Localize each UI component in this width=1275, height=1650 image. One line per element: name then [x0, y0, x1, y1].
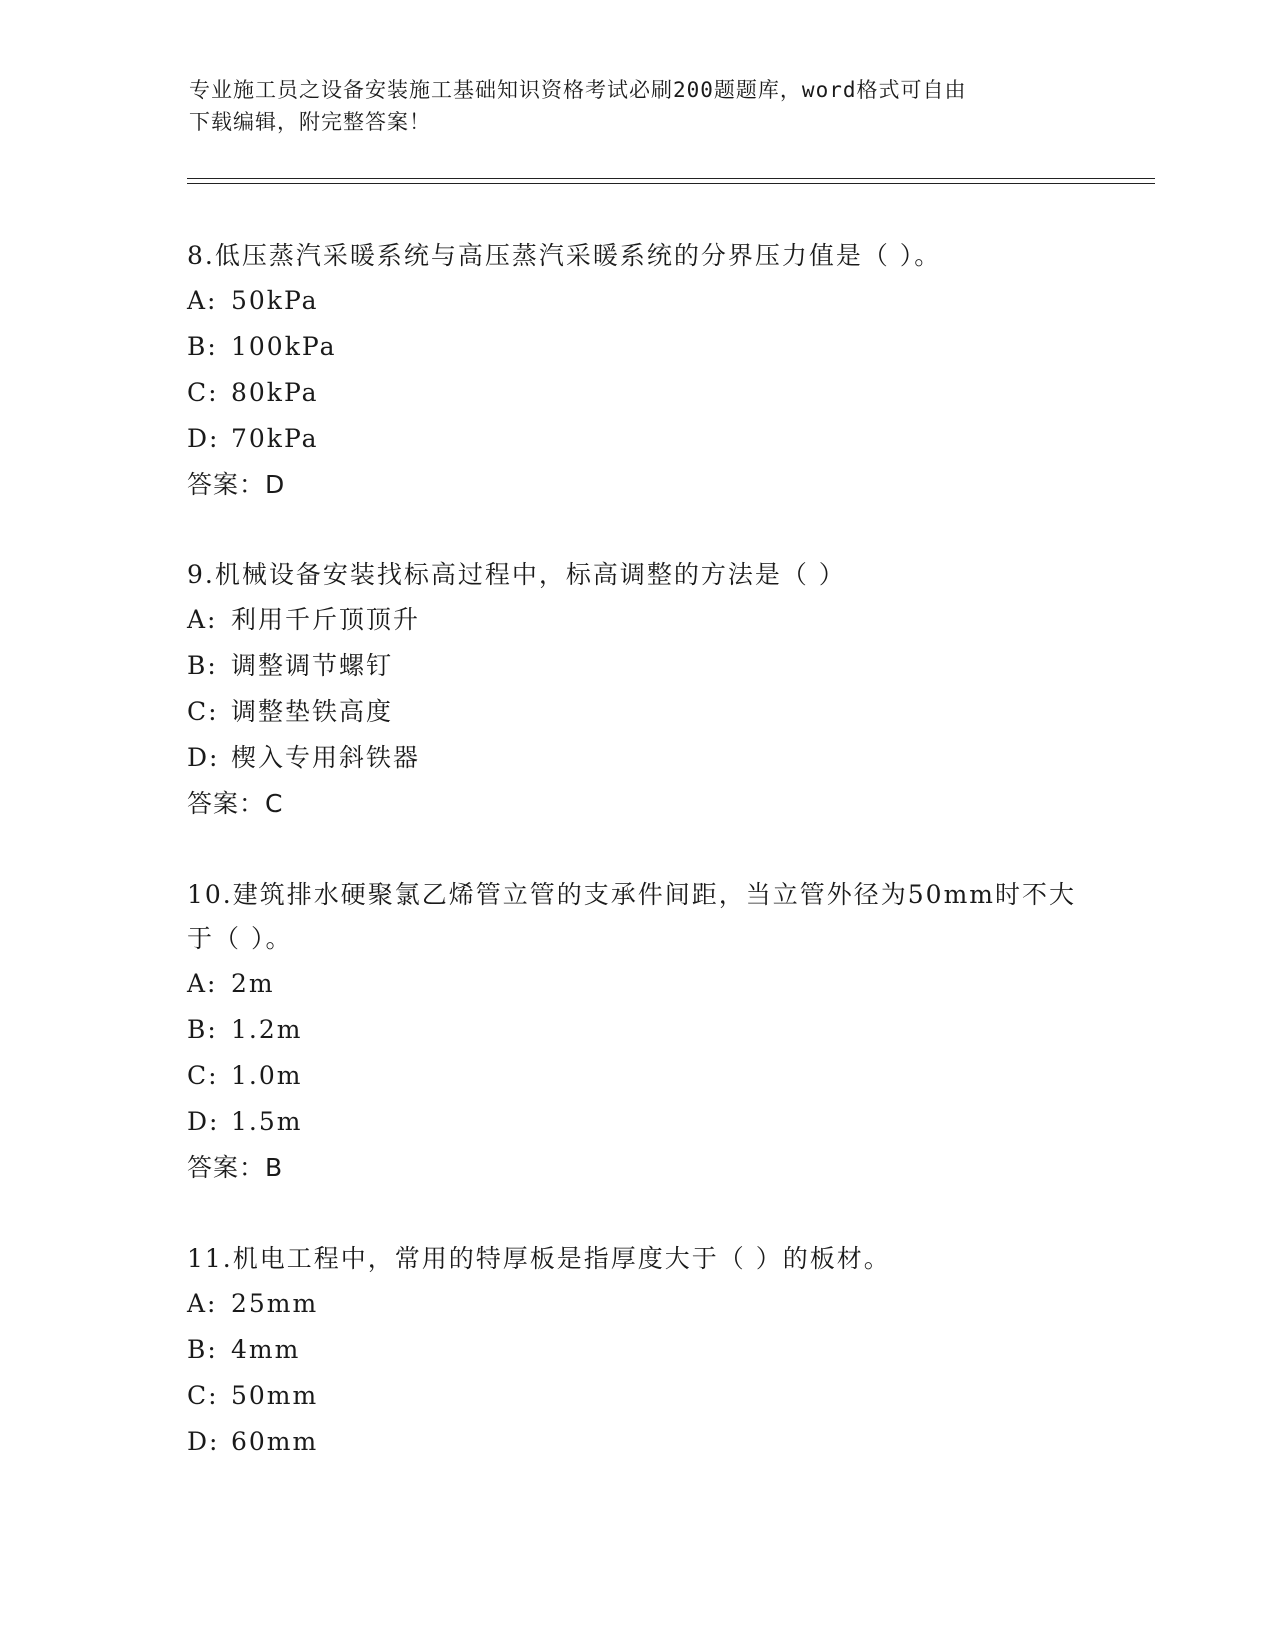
header-line-1: 专业施工员之设备安装施工基础知识资格考试必刷200题题库，word格式可自由: [189, 78, 967, 102]
option-a: [187, 278, 1087, 324]
option-text: 调整调节螺钉: [231, 651, 394, 680]
option-letter: A:: [187, 1289, 218, 1318]
option-letter: D:: [187, 1427, 220, 1456]
option-letter: B:: [187, 332, 218, 361]
option-text: 60mm: [231, 1427, 319, 1456]
option-b: [187, 1007, 1087, 1053]
answer-text: 答案：C: [187, 789, 284, 818]
question-stem: 8.低压蒸汽采暖系统与高压蒸汽采暖系统的分界压力值是（ ）。: [187, 241, 942, 270]
question-9: [187, 553, 1087, 827]
option-a: [187, 1281, 1087, 1327]
option-text: 利用千斤顶顶升: [231, 605, 421, 634]
option-c: [187, 1053, 1087, 1099]
option-text: 4mm: [231, 1335, 301, 1364]
question-stem: 9.机械设备安装找标高过程中，标高调整的方法是（ ）: [187, 560, 846, 589]
option-letter: A:: [187, 286, 218, 315]
option-text: 楔入专用斜铁器: [231, 743, 421, 772]
question-8: [187, 234, 1087, 508]
option-letter: D:: [187, 1107, 220, 1136]
option-letter: A:: [187, 969, 218, 998]
option-letter: B:: [187, 651, 218, 680]
answer-text: 答案：D: [187, 470, 286, 499]
option-letter: A:: [187, 605, 218, 634]
option-b: [187, 643, 1087, 689]
option-a: [187, 597, 1087, 643]
document-header: [189, 74, 1069, 138]
option-a: [187, 961, 1087, 1007]
question-stem: 11.机电工程中，常用的特厚板是指厚度大于（ ）的板材。: [187, 1244, 891, 1273]
option-letter: D:: [187, 743, 220, 772]
option-d: [187, 735, 1087, 781]
option-letter: C:: [187, 1061, 219, 1090]
option-text: 2m: [231, 969, 275, 998]
option-text: 100kPa: [231, 332, 337, 361]
header-divider-bottom: [187, 183, 1155, 184]
option-b: [187, 1327, 1087, 1373]
question-10: [187, 873, 1087, 1191]
header-line-2: 下载编辑，附完整答案！: [189, 110, 431, 134]
option-text: 1.5m: [231, 1107, 303, 1136]
option-text: 50mm: [231, 1381, 319, 1410]
option-letter: B:: [187, 1335, 218, 1364]
option-d: [187, 1419, 1087, 1465]
question-11: [187, 1237, 1087, 1465]
option-c: [187, 370, 1087, 416]
option-text: 50kPa: [231, 286, 319, 315]
question-stem: 10.建筑排水硬聚氯乙烯管立管的支承件间距，当立管外径为50mm时不大于（ ）。: [187, 880, 1076, 953]
option-text: 调整垫铁高度: [231, 697, 394, 726]
option-letter: B:: [187, 1015, 218, 1044]
answer-text: 答案：B: [187, 1153, 284, 1182]
option-letter: C:: [187, 1381, 219, 1410]
option-d: [187, 416, 1087, 462]
option-text: 25mm: [231, 1289, 319, 1318]
option-letter: D:: [187, 424, 220, 453]
option-text: 70kPa: [231, 424, 319, 453]
option-letter: C:: [187, 378, 219, 407]
header-divider-top: [187, 178, 1155, 179]
option-text: 1.2m: [231, 1015, 303, 1044]
option-text: 80kPa: [231, 378, 319, 407]
option-text: 1.0m: [231, 1061, 303, 1090]
option-letter: C:: [187, 697, 219, 726]
option-d: [187, 1099, 1087, 1145]
option-c: [187, 689, 1087, 735]
option-c: [187, 1373, 1087, 1419]
option-b: [187, 324, 1087, 370]
